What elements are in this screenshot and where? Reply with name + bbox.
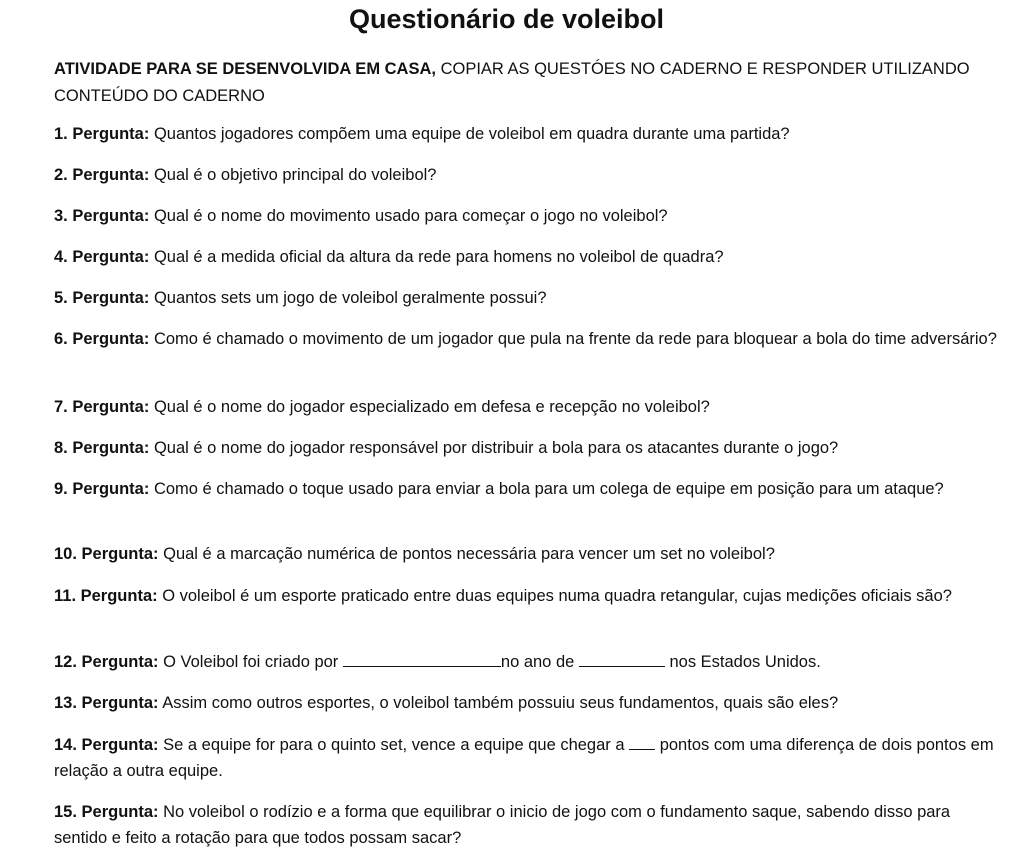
question-text: pontos com uma diferença de dois pontos em relação a outra equipe.	[54, 736, 994, 780]
question-label: 3. Pergunta:	[54, 207, 150, 225]
question-8	[54, 436, 999, 462]
question-5	[54, 286, 999, 312]
question-label: 10. Pergunta:	[54, 545, 159, 563]
question-label: 4. Pergunta:	[54, 248, 150, 266]
question-text: Quantos jogadores compõem uma equipe de voleibol em quadra durante uma partida?	[149, 125, 790, 143]
question-text: Qual é o nome do movimento usado para começar o jogo no voleibol?	[149, 207, 668, 225]
question-text: Como é chamado o movimento de um jogador que pula na frente da rede para bloquear a bola do time adversário?	[149, 330, 997, 348]
question-text: Como é chamado o toque usado para enviar a bola para um colega de equipe em posição para um ataque?	[149, 480, 944, 498]
question-text: Qual é o nome do jogador especializado em defesa e recepção no voleibol?	[149, 398, 710, 416]
question-text: Assim como outros esportes, o voleibol também possuiu seus fundamentos, quais são eles?	[158, 694, 839, 712]
page-title: Questionário de voleibol	[348, 4, 665, 34]
question-1	[54, 122, 999, 148]
instructions-bold: ATIVIDADE PARA SE DESENVOLVIDA EM CASA,	[54, 60, 436, 78]
question-text: Quantos sets um jogo de voleibol geralmente possui?	[149, 289, 547, 307]
question-14	[54, 733, 999, 784]
question-label: 8. Pergunta:	[54, 439, 150, 457]
question-label: 11. Pergunta:	[54, 587, 158, 605]
answer-blank[interactable]	[629, 735, 655, 750]
question-label: 5. Pergunta:	[54, 289, 150, 307]
question-text: Qual é o nome do jogador responsável por distribuir a bola para os atacantes durante o jogo?	[149, 439, 839, 457]
question-label: 14. Pergunta:	[54, 736, 159, 754]
question-10	[54, 542, 999, 568]
question-label: 7. Pergunta:	[54, 398, 150, 416]
answer-blank[interactable]	[343, 652, 501, 667]
question-7	[54, 395, 999, 421]
question-text: nos Estados Unidos.	[664, 653, 821, 671]
question-label: 12. Pergunta:	[54, 653, 159, 671]
question-label: 2. Pergunta:	[54, 166, 150, 184]
question-6	[54, 327, 999, 353]
question-15	[54, 800, 999, 851]
instructions-text: COPIAR AS QUESTÓES NO CADERNO E RESPONDER UTILIZANDO CONTEÚDO DO CADERNO	[54, 60, 970, 105]
question-label: 6. Pergunta:	[54, 330, 150, 348]
question-text: O voleibol é um esporte praticado entre duas equipes numa quadra retangular, cujas medições oficiais são?	[157, 587, 952, 605]
question-text: No voleibol o rodízio e a forma que equilibrar o inicio de jogo com o fundamento saque, sabendo disso para sentido e feito a rotação para que todos possam sacar?	[54, 803, 951, 847]
question-text: Qual é a medida oficial da altura da rede para homens no voleibol de quadra?	[149, 248, 724, 266]
question-label: 15. Pergunta:	[54, 803, 159, 821]
question-text: no ano de	[500, 653, 579, 671]
question-3	[54, 204, 999, 230]
question-9	[54, 477, 999, 503]
question-label: 9. Pergunta:	[54, 480, 150, 498]
question-12	[54, 650, 999, 676]
question-4	[54, 245, 999, 271]
question-11	[54, 584, 999, 610]
question-label: 13. Pergunta:	[54, 694, 159, 712]
question-text: O Voleibol foi criado por	[158, 653, 343, 671]
answer-blank[interactable]	[579, 652, 665, 667]
question-label: 1. Pergunta:	[54, 125, 150, 143]
question-2	[54, 163, 999, 189]
question-13	[54, 691, 999, 717]
question-text: Qual é a marcação numérica de pontos necessária para vencer um set no voleibol?	[158, 545, 775, 563]
instructions	[54, 56, 994, 110]
question-text: Se a equipe for para o quinto set, vence a equipe que chegar a	[158, 736, 630, 754]
question-text: Qual é o objetivo principal do voleibol?	[149, 166, 437, 184]
